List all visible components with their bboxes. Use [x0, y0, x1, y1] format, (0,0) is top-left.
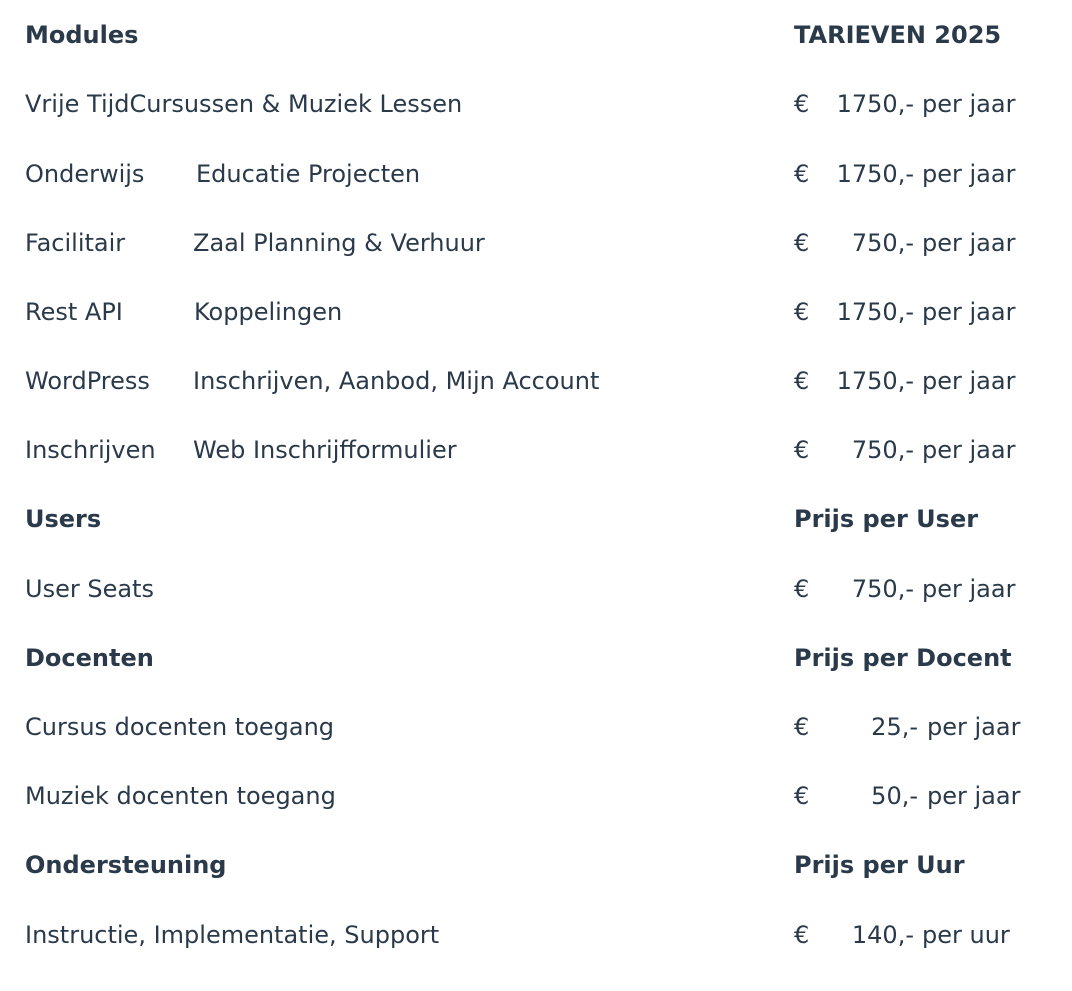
row-price [794, 707, 1034, 747]
row-price [794, 154, 1034, 194]
table-row [0, 430, 1072, 470]
currency-symbol: € [794, 160, 810, 188]
section-header-docenten [0, 638, 1072, 678]
row-name: Inschrijven [25, 436, 156, 464]
table-row [0, 84, 1072, 124]
currency-symbol: € [794, 90, 810, 118]
price-unit: per jaar [922, 575, 1016, 603]
currency-symbol: € [794, 367, 810, 395]
price-amount: 750,- [851, 436, 914, 464]
price-amount: 750,- [851, 575, 914, 603]
currency-symbol: € [794, 782, 810, 810]
table-row [0, 292, 1072, 332]
row-name: Instructie, Implementatie, Support [25, 921, 440, 949]
price-amount: 1750,- [836, 298, 914, 326]
section-title: Users [25, 505, 102, 533]
table-row [0, 361, 1072, 401]
row-name: Muziek docenten toegang [25, 782, 336, 810]
row-price [794, 223, 1034, 263]
table-row [0, 154, 1072, 194]
price-unit: per jaar [922, 436, 1016, 464]
section-title: Docenten [25, 644, 154, 672]
currency-symbol: € [794, 921, 810, 949]
price-amount: 1750,- [836, 367, 914, 395]
price-amount: 50,- [871, 782, 918, 810]
section-header-ondersteuning [0, 845, 1072, 885]
row-name: User Seats [25, 575, 154, 603]
price-heading: Prijs per User [794, 505, 979, 533]
row-price [794, 84, 1034, 124]
price-unit: per jaar [922, 90, 1016, 118]
table-row [0, 776, 1072, 816]
table-row [0, 569, 1072, 609]
table-row [0, 915, 1072, 955]
price-unit: per uur [922, 921, 1010, 949]
row-price [794, 915, 1034, 955]
table-row [0, 707, 1072, 747]
row-description: Koppelingen [194, 298, 343, 326]
price-unit: per jaar [922, 367, 1016, 395]
section-title: Ondersteuning [25, 851, 227, 879]
row-name: WordPress [25, 367, 150, 395]
price-amount: 140,- [851, 921, 914, 949]
price-heading: TARIEVEN 2025 [794, 21, 1002, 49]
row-name: Vrije TijdCursussen & Muziek Lessen [25, 90, 463, 118]
price-amount: 25,- [871, 713, 918, 741]
price-unit: per jaar [922, 298, 1016, 326]
currency-symbol: € [794, 436, 810, 464]
price-unit: per jaar [927, 713, 1021, 741]
price-heading: Prijs per Uur [794, 851, 965, 879]
price-heading: Prijs per Docent [794, 644, 1012, 672]
currency-symbol: € [794, 713, 810, 741]
currency-symbol: € [794, 229, 810, 257]
price-amount: 1750,- [836, 160, 914, 188]
row-price [794, 430, 1034, 470]
price-amount: 1750,- [836, 90, 914, 118]
row-name: Facilitair [25, 229, 126, 257]
price-unit: per jaar [927, 782, 1021, 810]
currency-symbol: € [794, 298, 810, 326]
price-unit: per jaar [922, 160, 1016, 188]
row-price [794, 569, 1034, 609]
row-price [794, 361, 1034, 401]
currency-symbol: € [794, 575, 810, 603]
section-header-modules [0, 15, 1072, 55]
section-header-users [0, 499, 1072, 539]
table-row [0, 223, 1072, 263]
row-name: Onderwijs [25, 160, 145, 188]
row-description: Educatie Projecten [196, 160, 421, 188]
price-unit: per jaar [922, 229, 1016, 257]
row-description: Inschrijven, Aanbod, Mijn Account [193, 367, 600, 395]
row-name: Rest API [25, 298, 123, 326]
row-description: Zaal Planning & Verhuur [193, 229, 485, 257]
price-amount: 750,- [851, 229, 914, 257]
row-price [794, 776, 1034, 816]
row-price [794, 292, 1034, 332]
section-title: Modules [25, 21, 139, 49]
row-name: Cursus docenten toegang [25, 713, 335, 741]
row-description: Web Inschrijfformulier [193, 436, 457, 464]
